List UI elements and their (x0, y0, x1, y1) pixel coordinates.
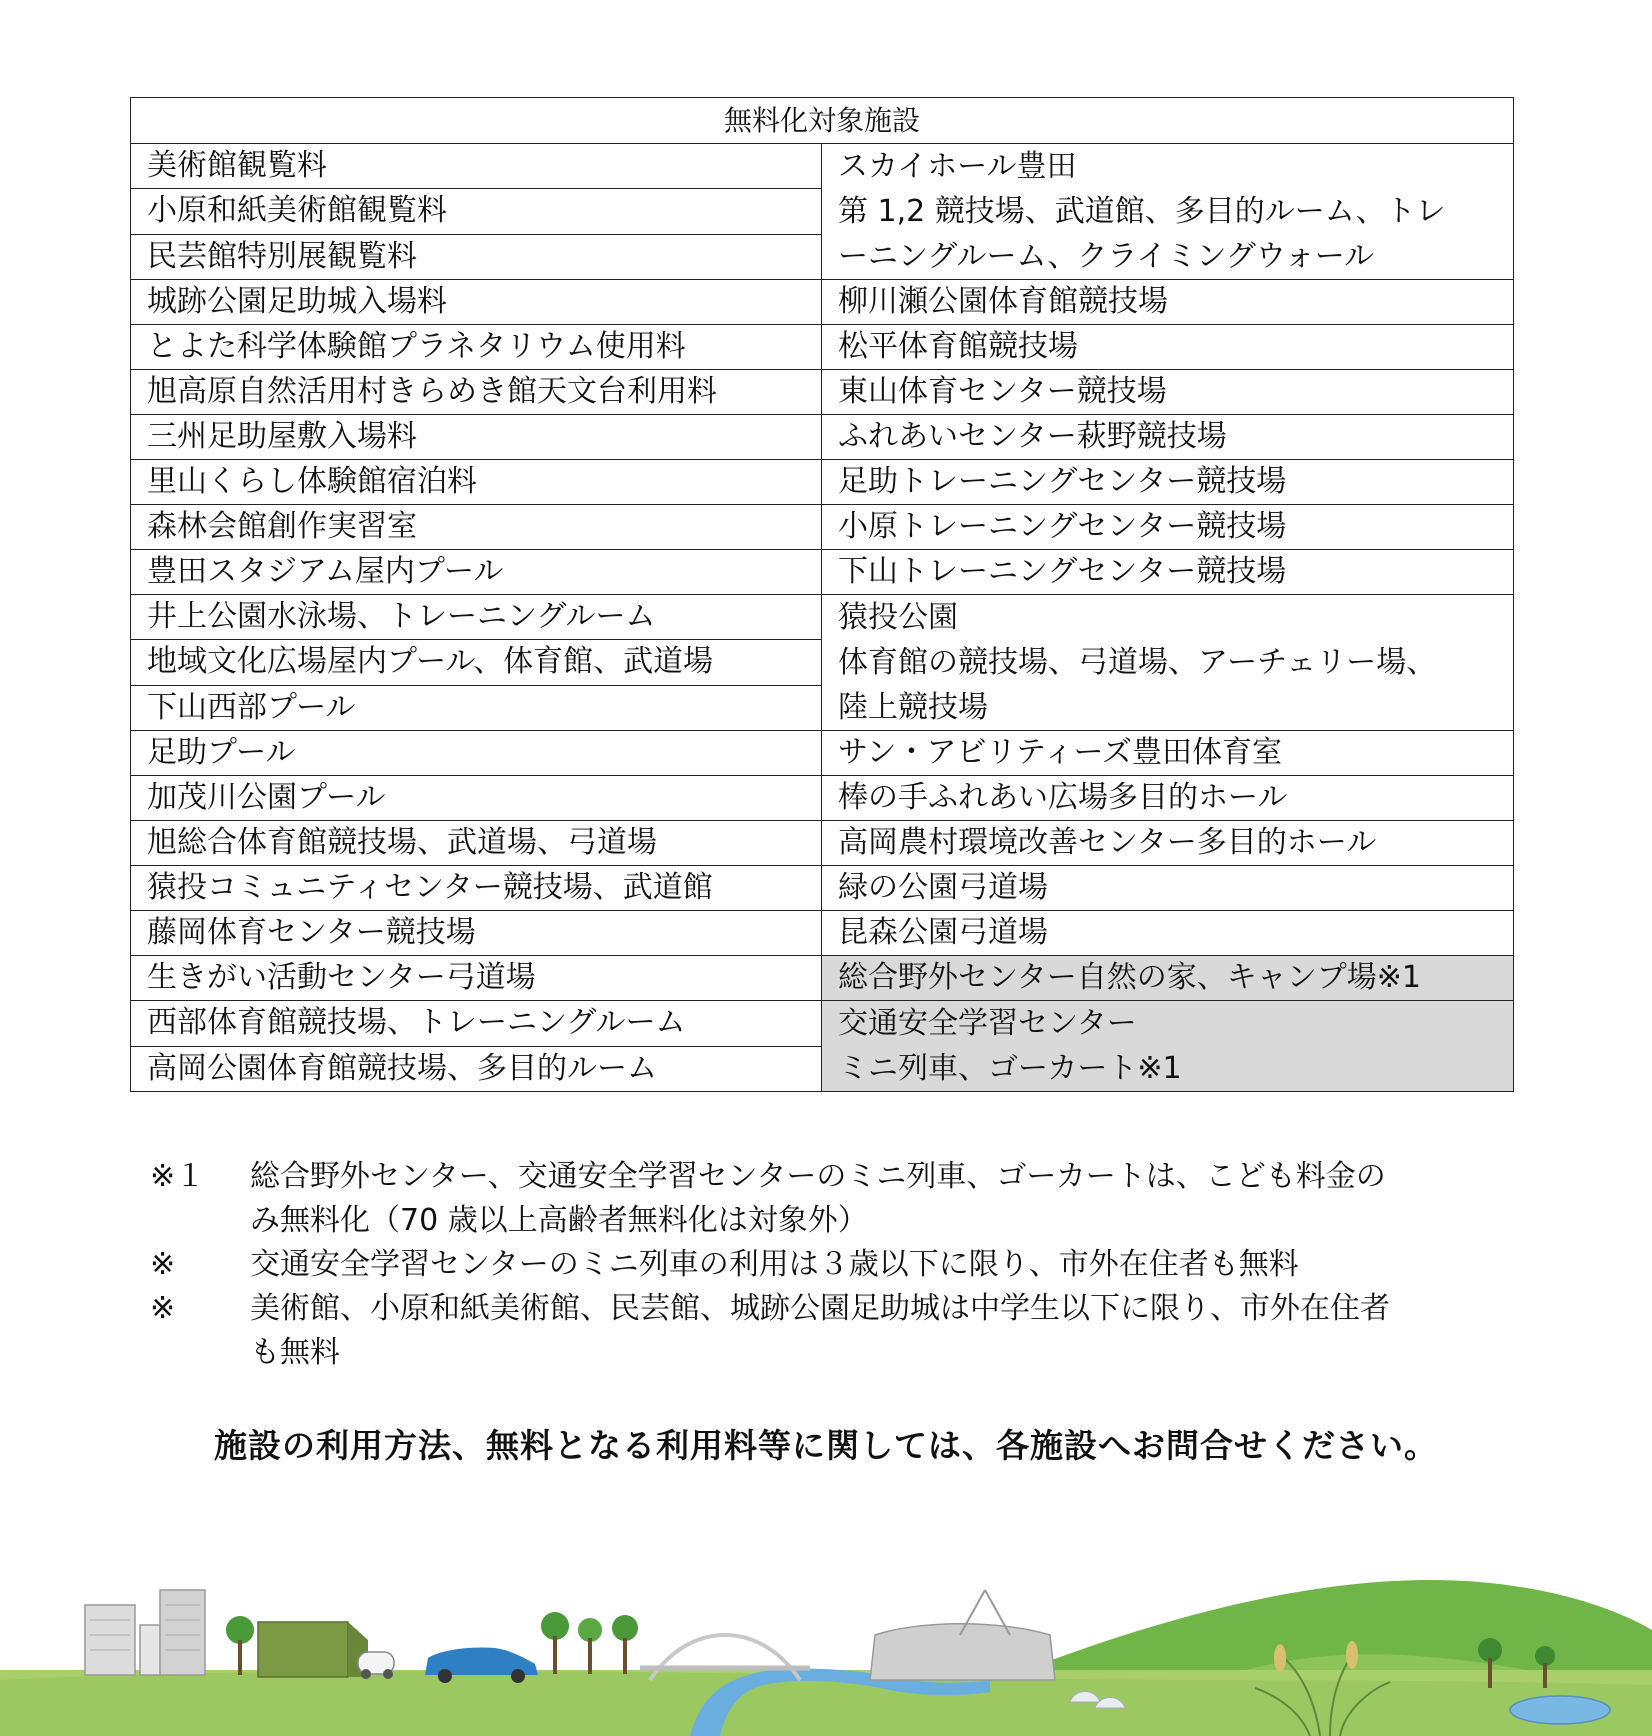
table-cell: 地域文化広場屋内プール、体育館、武道場 (131, 640, 822, 685)
table-cell: ふれあいセンター萩野競技場 (822, 415, 1514, 460)
table-cell: 東山体育センター競技場 (822, 370, 1514, 415)
cell-line: 交通安全学習センター (838, 1006, 1137, 1041)
table-cell: 小原トレーニングセンター競技場 (822, 505, 1514, 550)
table-cell: 棒の手ふれあい広場多目的ホール (822, 776, 1514, 821)
table-cell: 民芸館特別展観覧料 (131, 234, 822, 279)
table-cell-sanage (822, 595, 1514, 731)
footnote-line: も無料 (250, 1335, 340, 1370)
closing-message: 施設の利用方法、無料となる利用料等に関しては、各施設へお問合せください。 (214, 1426, 1438, 1465)
pond (1510, 1696, 1610, 1724)
cell-line: スカイホール豊田 (838, 149, 1077, 184)
cell-line: 陸上競技場 (838, 690, 988, 725)
table-cell: 森林会館創作実習室 (131, 505, 822, 550)
table-cell: 加茂川公園プール (131, 776, 822, 821)
table-cell: 生きがい活動センター弓道場 (131, 956, 822, 1001)
footnote-line: 交通安全学習センターのミニ列車の利用は３歳以下に限り、市外在住者も無料 (250, 1247, 1299, 1282)
table-cell: 旭高原自然活用村きらめき館天文台利用料 (131, 370, 822, 415)
table-cell: 松平体育館競技場 (822, 325, 1514, 370)
table-cell: 高岡公園体育館競技場、多目的ルーム (131, 1046, 822, 1092)
cell-line: 体育館の競技場、弓道場、アーチェリー場、 (838, 645, 1437, 680)
footnote-mark: ※ (150, 1291, 176, 1326)
table-cell: 足助プール (131, 731, 822, 776)
footnote-3 (150, 1287, 1510, 1375)
table-cell: 井上公園水泳場、トレーニングルーム (131, 595, 822, 640)
table-cell: 藤岡体育センター競技場 (131, 911, 822, 956)
footnote-1 (150, 1155, 1510, 1243)
footnote-line: 美術館、小原和紙美術館、民芸館、城跡公園足助城は中学生以下に限り、市外在住者 (250, 1291, 1390, 1326)
cell-line: ーニングルーム、クライミングウォール (838, 239, 1375, 274)
footnote-mark: ※ (150, 1247, 176, 1282)
cell-line: ミニ列車、ゴーカート※1 (838, 1051, 1182, 1086)
table-cell: サン・アビリティーズ豊田体育室 (822, 731, 1514, 776)
footnote-mark: ※１ (150, 1159, 206, 1194)
table-cell: 緑の公園弓道場 (822, 866, 1514, 911)
table-cell: 下山西部プール (131, 685, 822, 730)
table-cell: 旭総合体育館競技場、武道場、弓道場 (131, 821, 822, 866)
table-cell: とよた科学体験館プラネタリウム使用料 (131, 325, 822, 370)
table-cell-gray: 総合野外センター自然の家、キャンプ場※1 (822, 956, 1514, 1001)
table-cell: 西部体育館競技場、トレーニングルーム (131, 1001, 822, 1047)
landscape-illustration (0, 1560, 1652, 1736)
table-cell: 里山くらし体験館宿泊料 (131, 460, 822, 505)
table-cell: 下山トレーニングセンター競技場 (822, 550, 1514, 595)
table-cell-skyhall (822, 144, 1514, 280)
footnote-line: み無料化（70 歳以上高齢者無料化は対象外） (250, 1203, 868, 1238)
table-cell: 豊田スタジアム屋内プール (131, 550, 822, 595)
table-cell: 高岡農村環境改善センター多目的ホール (822, 821, 1514, 866)
table-cell: 猿投コミュニティセンター競技場、武道館 (131, 866, 822, 911)
table-cell: 美術館観覧料 (131, 144, 822, 189)
cell-line: 第 1,2 競技場、武道館、多目的ルーム、トレ (838, 194, 1446, 229)
table-cell: 三州足助屋敷入場料 (131, 415, 822, 460)
building (160, 1590, 205, 1675)
table-cell: 小原和紙美術館観覧料 (131, 189, 822, 234)
table-cell: 城跡公園足助城入場料 (131, 280, 822, 325)
table-cell: 柳川瀬公園体育館競技場 (822, 280, 1514, 325)
table-cell: 足助トレーニングセンター競技場 (822, 460, 1514, 505)
footnote-2 (150, 1243, 1510, 1287)
building (258, 1622, 348, 1677)
footnote-line: 総合野外センター、交通安全学習センターのミニ列車、ゴーカートは、こども料金の (250, 1159, 1386, 1194)
footnotes (150, 1155, 1510, 1375)
cell-line: 猿投公園 (838, 600, 958, 635)
facility-table (130, 97, 1514, 1092)
table-cell-kotsu (822, 1001, 1514, 1092)
table-header: 無料化対象施設 (131, 98, 1514, 144)
building (85, 1605, 135, 1675)
table-cell: 昆森公園弓道場 (822, 911, 1514, 956)
